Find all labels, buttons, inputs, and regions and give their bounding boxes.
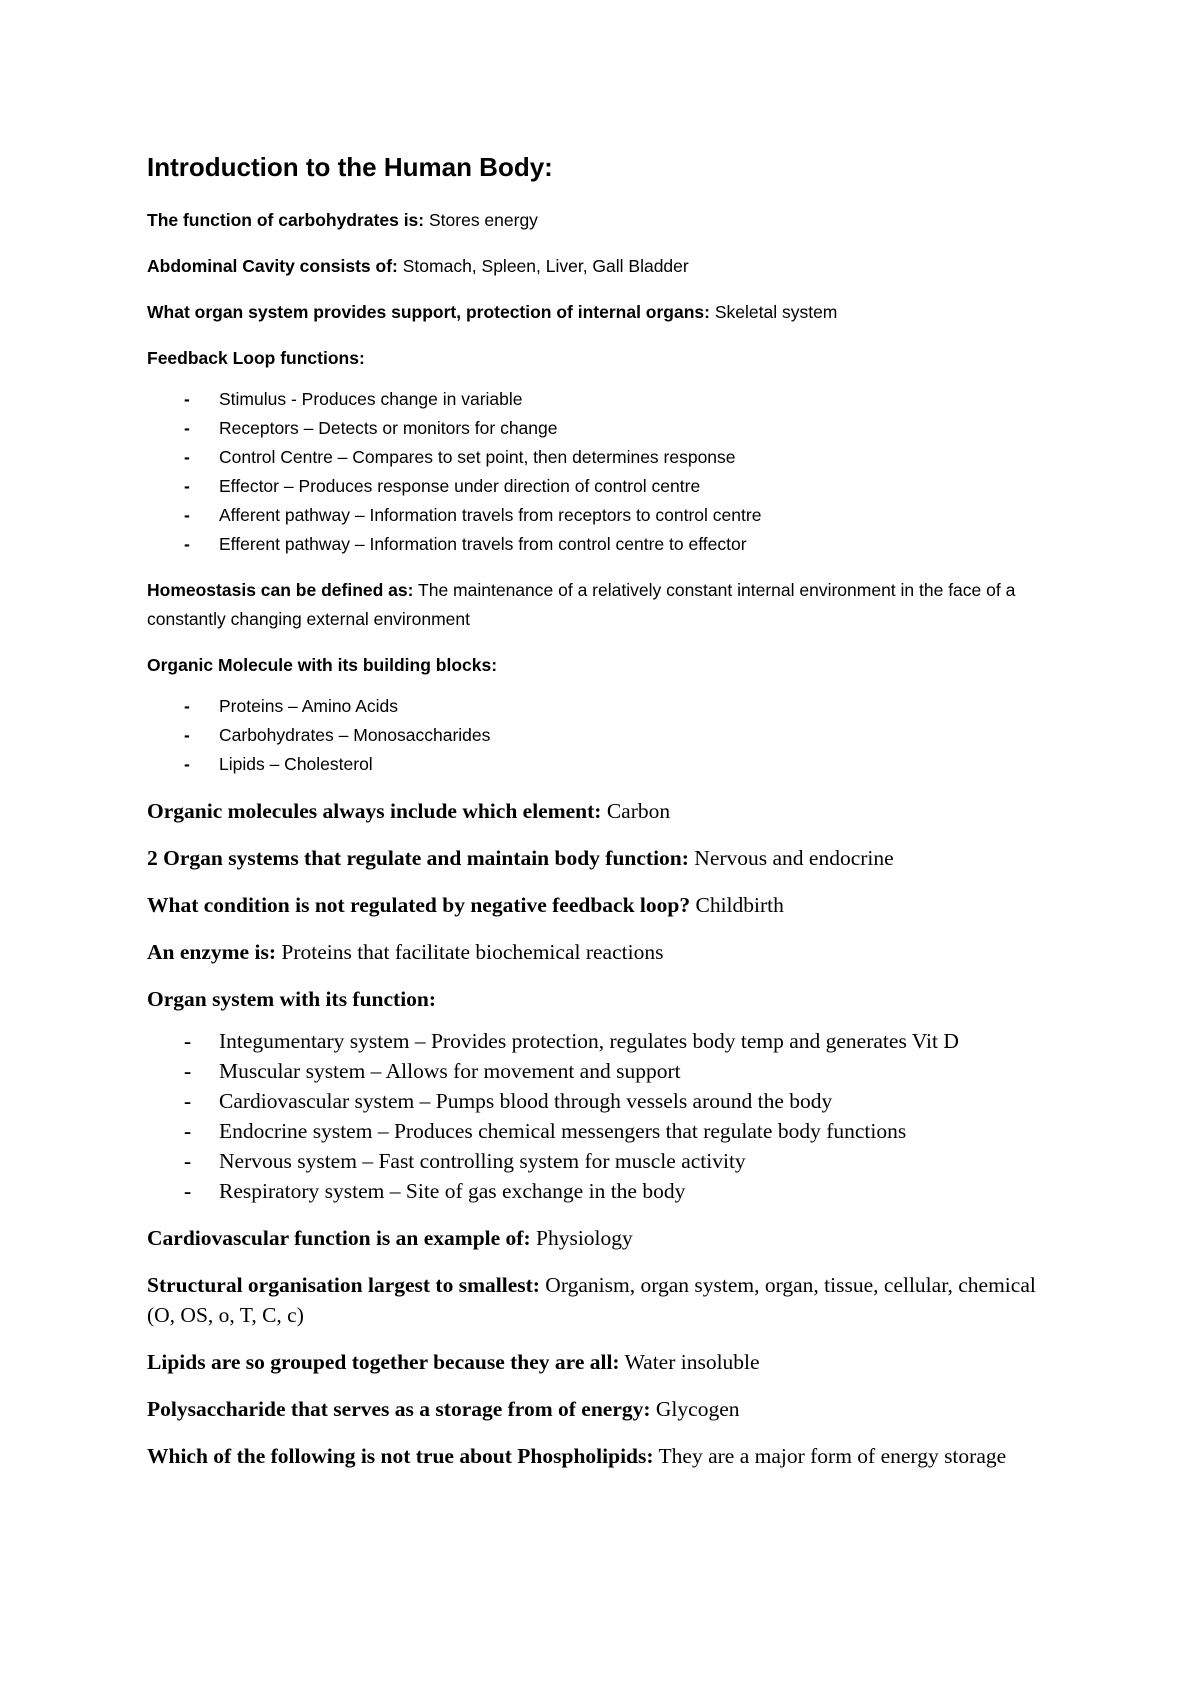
dash-bullet: -	[184, 476, 190, 496]
answer: Skeletal system	[709, 302, 838, 322]
organic-heading	[147, 651, 1067, 680]
list-item	[147, 692, 1067, 721]
answer: Proteins that facilitate biochemical reactions	[275, 940, 664, 964]
list-item-text: Nervous system – Fast controlling system for muscle activity	[219, 1149, 746, 1173]
question: 2 Organ systems that regulate and maintain body function:	[147, 846, 689, 870]
list-item-text: Integumentary system – Provides protection, regulates body temp and generates Vit D	[219, 1029, 959, 1053]
qa-carbohydrates	[147, 206, 1067, 235]
dash-bullet: -	[184, 696, 190, 716]
question: The function of carbohydrates is:	[147, 210, 425, 230]
qa-polysaccharide	[147, 1394, 1067, 1424]
question: Organ system with its function:	[147, 987, 437, 1011]
qa-phospholipids	[147, 1441, 1067, 1471]
qa-abdominal-cavity	[147, 252, 1067, 281]
organ-heading	[147, 984, 1067, 1014]
question: Lipids are so grouped together because they are all:	[147, 1350, 620, 1374]
qa-cardiovascular	[147, 1223, 1067, 1253]
feedback-heading	[147, 344, 1067, 373]
question: Cardiovascular function is an example of:	[147, 1226, 531, 1250]
document-page	[147, 150, 1067, 1488]
list-item-text: Stimulus - Produces change in variable	[219, 389, 523, 409]
list-item-text: Afferent pathway – Information travels from receptors to control centre	[219, 505, 762, 525]
feedback-list	[147, 385, 1067, 559]
question: Which of the following is not true about Phospholipids:	[147, 1444, 654, 1468]
qa-structural-organisation	[147, 1270, 1067, 1330]
question: Abdominal Cavity consists of:	[147, 256, 398, 276]
answer: Glycogen	[650, 1397, 740, 1421]
dash-bullet: -	[184, 418, 190, 438]
answer: Stomach, Spleen, Liver, Gall Bladder	[397, 256, 689, 276]
list-item-text: Muscular system – Allows for movement and support	[219, 1059, 681, 1083]
list-item	[147, 472, 1067, 501]
question: Structural organisation largest to smallest:	[147, 1273, 540, 1297]
list-item-text: Cardiovascular system – Pumps blood through vessels around the body	[219, 1089, 833, 1113]
dash-bullet: -	[184, 1029, 192, 1053]
list-item	[147, 414, 1067, 443]
answer: Childbirth	[690, 893, 784, 917]
qa-enzyme	[147, 937, 1067, 967]
dash-bullet: -	[184, 1119, 192, 1143]
qa-support-organ-system	[147, 298, 1067, 327]
dash-bullet: -	[184, 534, 190, 554]
list-item-text: Respiratory system – Site of gas exchange in the body	[219, 1179, 686, 1203]
dash-bullet: -	[184, 725, 190, 745]
list-item	[147, 501, 1067, 530]
answer: They are a major form of energy storage	[653, 1444, 1007, 1468]
list-item	[147, 443, 1067, 472]
list-item-text: Endocrine system – Produces chemical messengers that regulate body functions	[219, 1119, 907, 1143]
list-item-text: Effector – Produces response under direction of control centre	[219, 476, 701, 496]
list-item	[147, 1026, 1067, 1056]
list-item-text: Proteins – Amino Acids	[219, 696, 398, 716]
answer: The maintenance of a relatively constant internal environment in the face of a constantly changing external environment	[147, 580, 1016, 629]
dash-bullet: -	[184, 1149, 192, 1173]
qa-organic-element	[147, 796, 1067, 826]
question: Organic Molecule with its building blocks:	[147, 655, 498, 675]
dash-bullet: -	[184, 1059, 192, 1083]
question: What condition is not regulated by negative feedback loop?	[147, 893, 691, 917]
qa-regulating-systems	[147, 843, 1067, 873]
answer: Organism, organ system, organ, tissue, cellular, chemical (O, OS, o, T, C, c)	[147, 1273, 1036, 1327]
list-item-text: Control Centre – Compares to set point, then determines response	[219, 447, 736, 467]
list-item-text: Efferent pathway – Information travels from control centre to effector	[219, 534, 747, 554]
qa-lipids	[147, 1347, 1067, 1377]
list-item	[147, 1176, 1067, 1206]
list-item	[147, 1086, 1067, 1116]
list-item-text: Carbohydrates – Monosaccharides	[219, 725, 491, 745]
question: Homeostasis can be defined as:	[147, 580, 414, 600]
dash-bullet: -	[184, 1179, 192, 1203]
dash-bullet: -	[184, 389, 190, 409]
question: An enzyme is:	[147, 940, 276, 964]
list-item	[147, 1146, 1067, 1176]
answer: Nervous and endocrine	[688, 846, 894, 870]
list-item	[147, 721, 1067, 750]
list-item	[147, 1056, 1067, 1086]
list-item	[147, 750, 1067, 779]
qa-negative-feedback	[147, 890, 1067, 920]
list-item-text: Lipids – Cholesterol	[219, 754, 373, 774]
dash-bullet: -	[184, 754, 190, 774]
organ-list	[147, 1026, 1067, 1206]
answer: Water insoluble	[619, 1350, 760, 1374]
answer: Stores energy	[424, 210, 538, 230]
organic-list	[147, 692, 1067, 779]
list-item	[147, 1116, 1067, 1146]
page-title: Introduction to the Human Body:	[147, 152, 553, 182]
answer: Physiology	[530, 1226, 633, 1250]
list-item-text: Receptors – Detects or monitors for change	[219, 418, 558, 438]
question: Polysaccharide that serves as a storage from of energy:	[147, 1397, 651, 1421]
question: Organic molecules always include which element:	[147, 799, 602, 823]
qa-homeostasis	[147, 576, 1067, 634]
dash-bullet: -	[184, 447, 190, 467]
answer: Carbon	[601, 799, 671, 823]
dash-bullet: -	[184, 505, 190, 525]
question: What organ system provides support, protection of internal organs:	[147, 302, 710, 322]
question: Feedback Loop functions:	[147, 348, 365, 368]
list-item	[147, 385, 1067, 414]
list-item	[147, 530, 1067, 559]
dash-bullet: -	[184, 1089, 192, 1113]
